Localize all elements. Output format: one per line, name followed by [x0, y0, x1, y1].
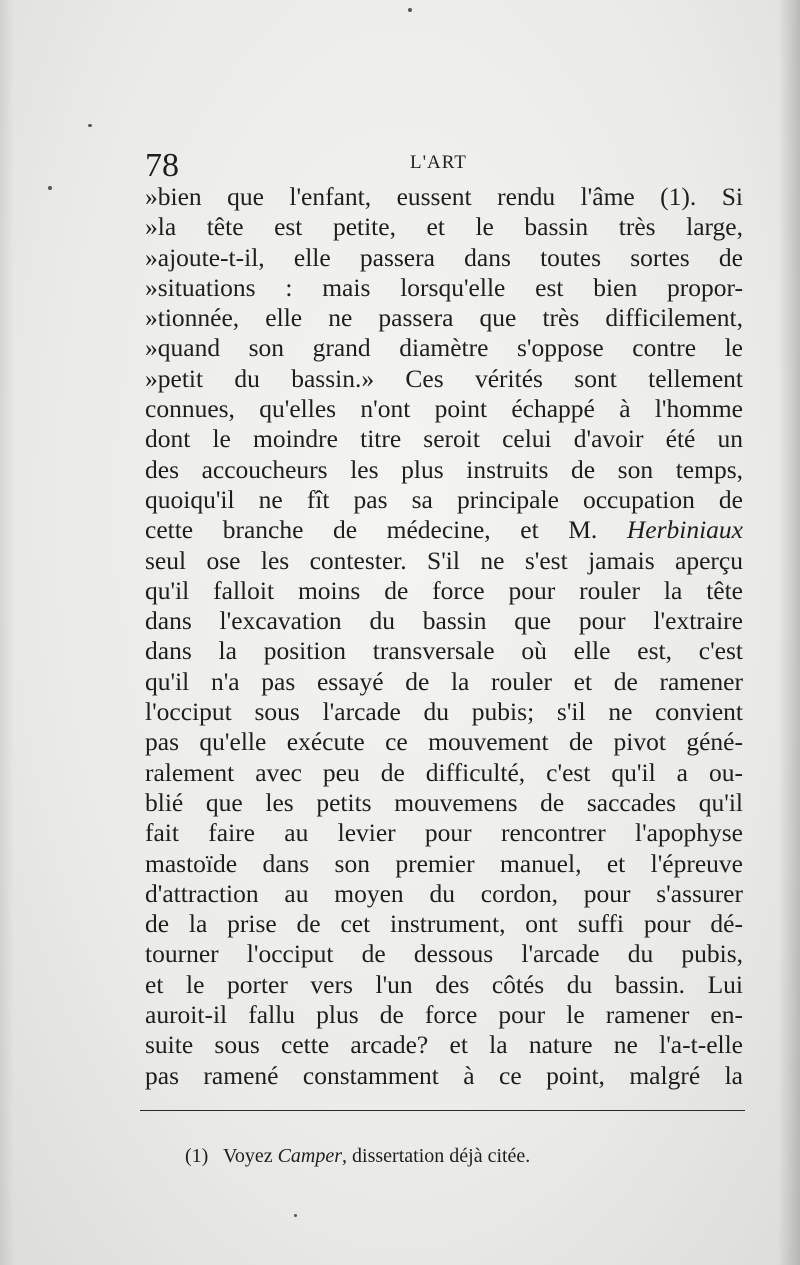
text-line: blié que les petits mouvemens de saccades qu'il [145, 787, 743, 817]
text-line: »la tête est petite, et le bassin très large, [145, 212, 743, 242]
text-line: des accoucheurs les plus instruits de son temps, [145, 454, 743, 484]
text-line: d'attraction au moyen du cordon, pour s'assurer [145, 878, 743, 908]
text-line: auroit-il fallu plus de force pour le ramener en- [145, 1000, 743, 1030]
text-line: l'occiput sous l'arcade du pubis; s'il ne convient [145, 697, 743, 727]
text-line: dans l'excavation du bassin que pour l'extraire [145, 606, 743, 636]
page-left-edge-shadow [0, 0, 14, 1265]
text-line: suite sous cette arcade? et la nature ne l'a-t-elle [145, 1030, 743, 1060]
text-line: »ajoute-t-il, elle passera dans toutes sortes de [145, 242, 743, 272]
footnote-mark: (1) [185, 1145, 209, 1167]
text-line: quoiqu'il ne fît pas sa principale occupation de [145, 484, 743, 514]
text-line: connues, qu'elles n'ont point échappé à l'homme [145, 394, 743, 424]
page-right-edge-shadow [778, 0, 800, 1265]
page-number: 78 [145, 147, 179, 184]
text-line: pas ramené constamment à ce point, malgré la [145, 1060, 743, 1090]
text-line: mastoïde dans son premier manuel, et l'épreuve [145, 848, 743, 878]
ink-speck [48, 186, 52, 190]
text-line: seul ose les contester. S'il ne s'est jamais aperçu [145, 545, 743, 575]
text-line: de la prise de cet instrument, ont suffi pour dé- [145, 909, 743, 939]
ink-speck [88, 124, 92, 127]
footnote-text-before: Voyez [222, 1145, 273, 1167]
text-line: qu'il n'a pas essayé de la rouler et de ramener [145, 666, 743, 696]
text-line: ralement avec peu de difficulté, c'est qu'il a ou- [145, 757, 743, 787]
footnote-text-after: , dissertation déjà citée. [342, 1145, 531, 1167]
text-line: qu'il falloit moins de force pour rouler la tête [145, 575, 743, 605]
text-line: »quand son grand diamètre s'oppose contre le [145, 333, 743, 363]
text-line: tourner l'occiput de dessous l'arcade du pubis, [145, 939, 743, 969]
text-line: »petit du bassin.» Ces vérités sont tellement [145, 363, 743, 393]
text-line: fait faire au levier pour rencontrer l'apophyse [145, 818, 743, 848]
footnote-divider [140, 1110, 745, 1111]
footnote-cited-author: Camper [277, 1145, 343, 1167]
text-line: cette branche de médecine, et M. Herbiniaux [145, 515, 743, 545]
text-line: »bien que l'enfant, eussent rendu l'âme (1). Si [145, 182, 743, 211]
body-text [145, 182, 743, 1091]
text-line: dont le moindre titre seroit celui d'avoir été un [145, 424, 743, 454]
text-line: »tionnée, elle ne passera que très difficilement, [145, 303, 743, 333]
text-line: et le porter vers l'un des côtés du bassin. Lui [145, 969, 743, 999]
ink-speck [294, 1214, 297, 1217]
italic-proper-name: Herbiniaux [626, 515, 743, 545]
text-line: dans la position transversale où elle est, c'est [145, 636, 743, 666]
page-header [145, 146, 740, 186]
footnote [185, 1142, 530, 1170]
text-line: pas qu'elle exécute ce mouvement de pivot géné- [145, 727, 743, 757]
text-line: »situations : mais lorsqu'elle est bien propor- [145, 272, 743, 302]
running-title: L'ART [410, 152, 467, 173]
ink-speck [408, 8, 412, 12]
